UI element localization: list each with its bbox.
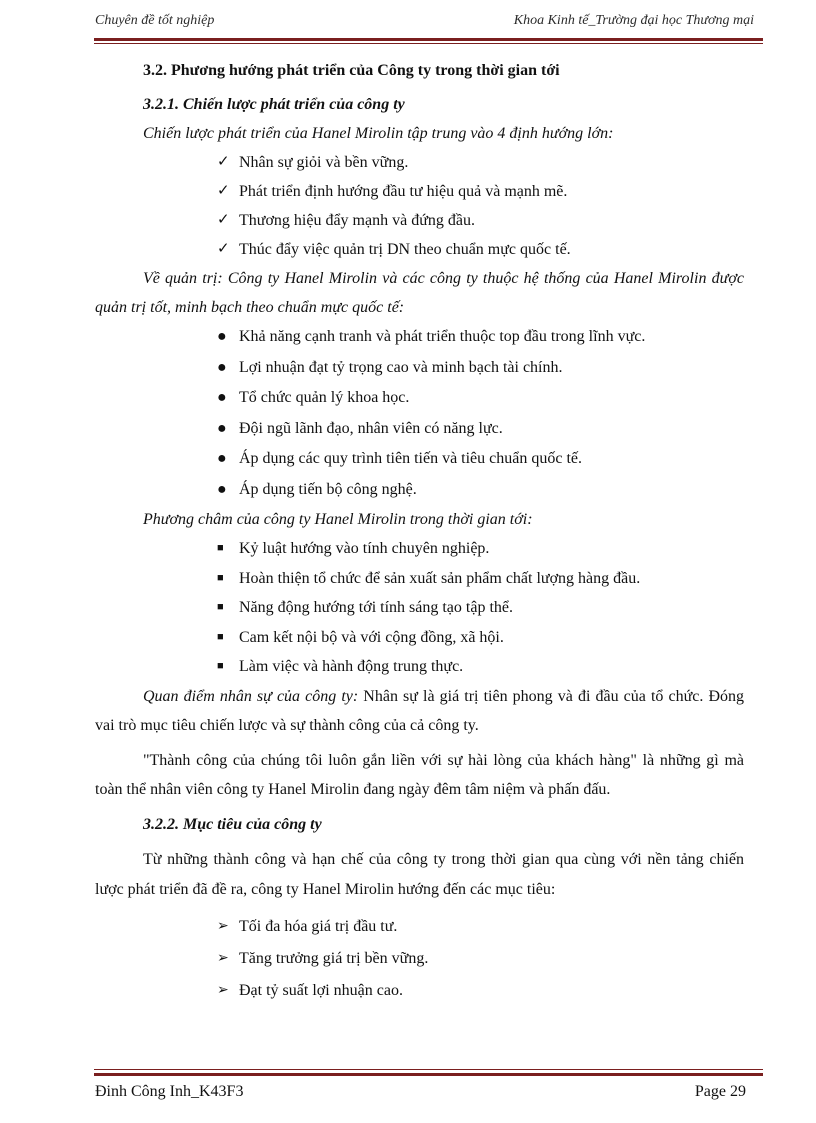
check-icon: ✓ — [217, 183, 230, 199]
strategy-intro: Chiến lược phát triển của Hanel Mirolin tập trung vào 4 định hướng lớn: — [143, 125, 614, 142]
bullet-dot-icon: ● — [217, 389, 227, 406]
check-icon: ✓ — [217, 241, 230, 257]
page-number: Page 29 — [694, 1083, 746, 1100]
list-item: ● Áp dụng các quy trình tiên tiến và tiêu chuẩn quốc tế. — [95, 444, 744, 475]
list-item: ✓ Nhân sự giỏi và bền vững. — [95, 148, 744, 177]
governance-intro: Về quản trị: Công ty Hanel Mirolin và các công ty thuộc hệ thống của Hanel Mirolin được quản trị tốt, minh bạch theo chuẩn mực quốc tế: — [95, 270, 744, 316]
list-item: ■ Kỷ luật hướng vào tính chuyên nghiệp. — [95, 534, 744, 564]
list-item: ✓ Phát triển định hướng đầu tư hiệu quả và mạnh mẽ. — [95, 177, 744, 206]
list-item: ➢ Tối đa hóa giá trị đầu tư. — [95, 911, 744, 943]
list-item: ■ Làm việc và hành động trung thực. — [95, 652, 744, 682]
subsection-2-title: 3.2.2. Mục tiêu của công ty — [143, 815, 322, 833]
list-item: ✓ Thương hiệu đẩy mạnh và đứng đầu. — [95, 206, 744, 235]
hr-text: Nhân sự là giá trị tiên phong và đi đầu của tổ chức. Đóng vai trò mục tiêu chiến lược và sự thành công của cả công ty. — [95, 687, 744, 734]
list-item: ■ Năng động hướng tới tính sáng tạo tập thể. — [95, 593, 744, 623]
bullet-square-icon: ■ — [217, 660, 224, 672]
list-item: ● Áp dụng tiến bộ công nghệ. — [95, 475, 744, 506]
goals-paragraph: Từ những thành công và hạn chế của công ty trong thời gian qua cùng với nền tảng chiến lược phát triển đã đề ra, công ty Hanel Mirolin hướng đến các mục tiêu: — [95, 850, 744, 898]
quote-paragraph: "Thành công của chúng tôi luôn gắn liền với sự hài lòng của khách hàng" là những gì mà toàn thể nhân viên công ty Hanel Mirolin đang ngày đêm tâm niệm và phấn đấu. — [95, 751, 744, 798]
footer-author: Đinh Công Inh_K43F3 — [95, 1083, 244, 1100]
bullet-dot-icon: ● — [217, 328, 227, 345]
hr-paragraph — [95, 682, 744, 740]
hr-label: Quan điểm nhân sự của công ty: — [143, 687, 359, 705]
bullet-square-icon: ■ — [217, 601, 224, 613]
footer-rule-thick — [94, 1073, 763, 1076]
list-item: ✓ Thúc đẩy việc quản trị DN theo chuẩn mực quốc tế. — [95, 235, 744, 264]
arrow-bullet-icon: ➢ — [217, 982, 229, 998]
page-content — [95, 56, 744, 1007]
bullet-dot-icon: ● — [217, 450, 227, 467]
bullet-square-icon: ■ — [217, 630, 224, 643]
header-right-text: Khoa Kinh tế_Trường đại học Thương mại — [513, 13, 754, 28]
motto-list — [95, 534, 744, 682]
list-item: ➢ Tăng trưởng giá trị bền vững. — [95, 943, 744, 975]
list-item: ➢ Đạt tỷ suất lợi nhuận cao. — [95, 975, 744, 1007]
section-title: 3.2. Phương hướng phát triển của Công ty trong thời gian tới — [143, 62, 560, 79]
footer-rule-thin — [94, 1069, 763, 1070]
check-icon: ✓ — [217, 154, 230, 170]
header-rule-thick — [94, 38, 763, 41]
list-item: ■ Hoàn thiện tổ chức để sản xuất sản phẩm chất lượng hàng đầu. — [95, 564, 744, 594]
bullet-square-icon: ■ — [217, 542, 224, 554]
list-item: ● Khả năng cạnh tranh và phát triển thuộc top đầu trong lĩnh vực. — [95, 322, 744, 353]
check-icon: ✓ — [217, 212, 230, 228]
list-item: ● Lợi nhuận đạt tỷ trọng cao và minh bạch tài chính. — [95, 353, 744, 384]
list-item: ● Tổ chức quản lý khoa học. — [95, 383, 744, 414]
governance-list — [95, 322, 744, 505]
bullet-square-icon: ■ — [217, 571, 224, 584]
arrow-bullet-icon: ➢ — [217, 918, 229, 934]
goals-list — [95, 911, 744, 1007]
bullet-dot-icon: ● — [217, 480, 227, 498]
header-left-text: Chuyên đề tốt nghiệp — [95, 13, 215, 28]
header-rule-thin — [94, 43, 763, 44]
list-item: ■ Cam kết nội bộ và với cộng đồng, xã hội. — [95, 623, 744, 653]
strategy-list — [95, 148, 744, 264]
bullet-dot-icon: ● — [217, 419, 227, 437]
arrow-bullet-icon: ➢ — [217, 950, 229, 966]
list-item: ● Đội ngũ lãnh đạo, nhân viên có năng lực. — [95, 414, 744, 445]
motto-intro: Phương châm của công ty Hanel Mirolin trong thời gian tới: — [143, 511, 533, 528]
subsection-1-title: 3.2.1. Chiến lược phát triển của công ty — [143, 96, 405, 113]
bullet-dot-icon: ● — [217, 358, 227, 376]
